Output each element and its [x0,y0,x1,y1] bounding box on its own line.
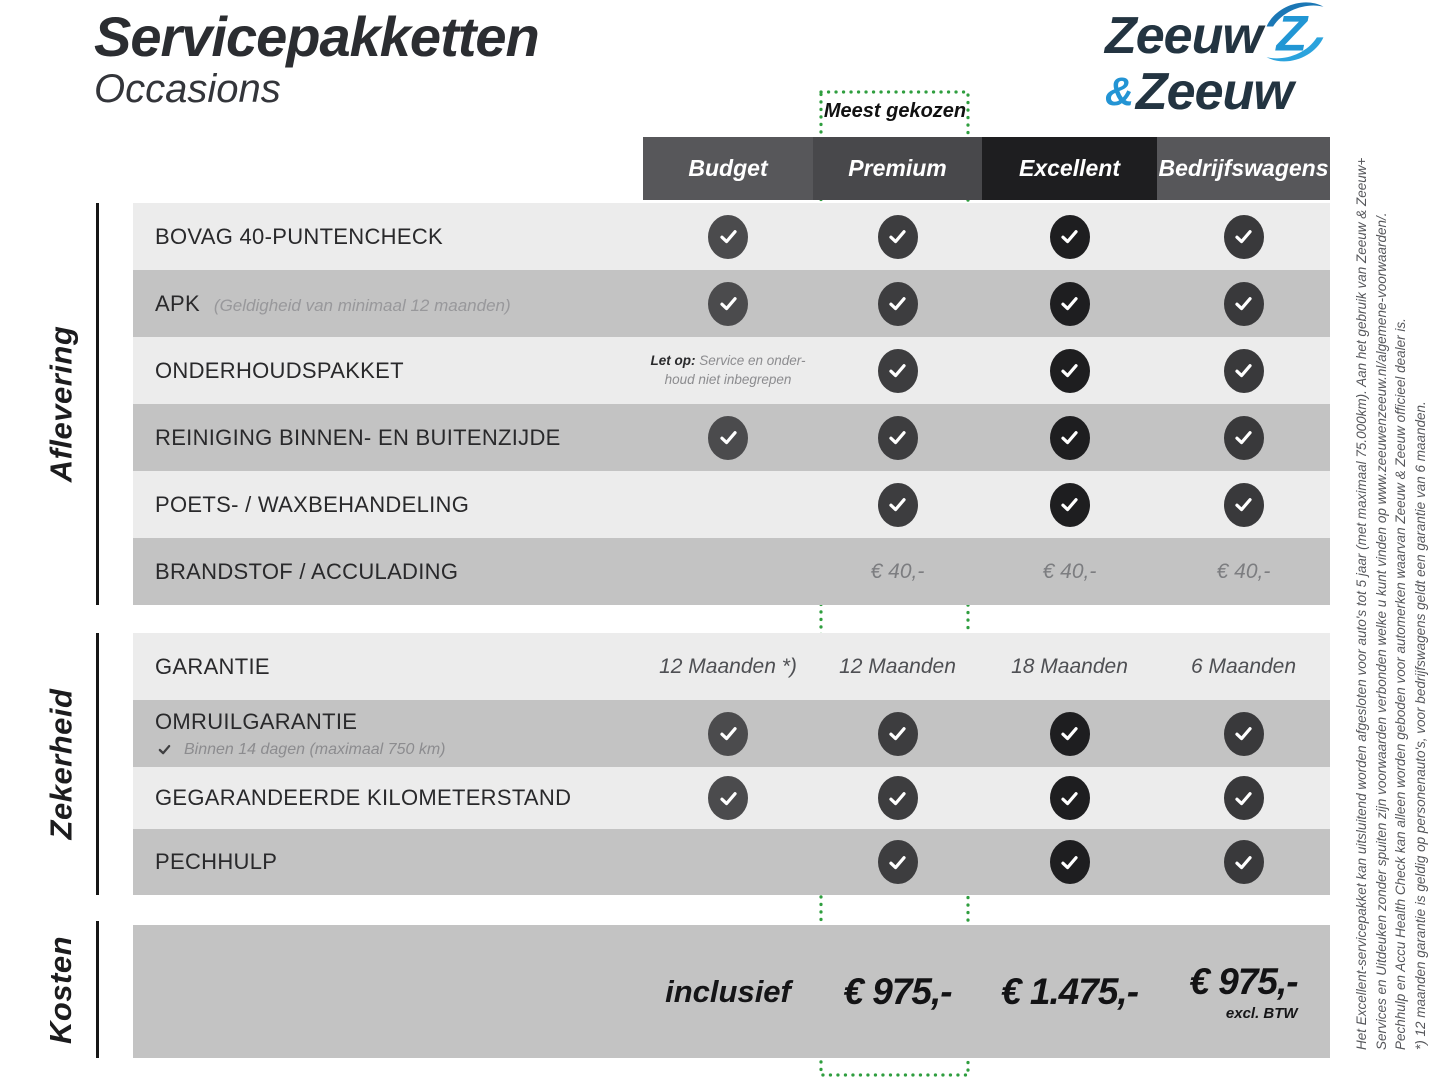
check-icon [878,349,918,393]
page-title: Servicepakketten [94,5,539,68]
section-label-text: Zekerheid [43,688,79,840]
kosten-row [133,925,1330,1058]
cell-value: € 40,- [1216,559,1271,583]
column-header-budget [643,137,813,200]
checkmark-glyph [887,360,908,381]
check-icon [878,215,918,259]
table-row [133,829,1330,895]
table-cell [1157,633,1330,700]
table-cell [982,203,1157,270]
cell-value: € 40,- [1042,559,1097,583]
table-row [133,767,1330,829]
check-icon [708,416,748,460]
section-label-zekerheid [30,633,92,895]
row-label-text: APK [155,290,200,316]
row-label-line [155,654,270,680]
table-cell [982,829,1157,895]
disclaimer-line: Services en Uitdeuken zonder spuiten zijn voorwaarden verbonden welke u kunt vinden op www.zeeuwenzeeuw.nl/algemene-voorwaarden/. [1373,212,1389,1050]
check-icon [878,282,918,326]
table-cell [982,538,1157,605]
section-label-aflevering [30,203,92,605]
row-label [155,633,270,700]
table-cell [813,203,982,270]
excl-btw-note: excl. BTW [1225,1005,1298,1022]
checkmark-glyph [718,723,739,744]
check-icon [708,712,748,756]
table-cell [982,337,1157,404]
section-divider-line [96,921,99,1058]
table-cell [1157,829,1330,895]
row-label-text: BRANDSTOF / ACCULADING [155,558,459,584]
table-row [133,337,1330,404]
disclaimer-line: Pechhulp en Accu Health Check kan alleen worden geboden voor automerken waarvan Zeeuw & Zeeuw officieel dealer is. [1393,318,1408,1050]
svg-text:Z: Z [1276,4,1307,62]
table-cell [1157,337,1330,404]
table-row [133,700,1330,767]
table-cell [813,829,982,895]
row-label-text: BOVAG 40-PUNTENCHECK [155,223,443,249]
check-icon [1224,349,1264,393]
row-label-line [155,849,277,875]
title-block [94,6,539,110]
table-cell [1157,767,1330,829]
check-icon [1224,712,1264,756]
checkmark-glyph [1059,226,1080,247]
row-label [155,203,443,270]
check-icon [878,840,918,884]
check-icon [878,483,918,527]
checkmark-glyph [1233,427,1254,448]
checkmark-glyph [887,788,908,809]
row-label-text: GARANTIE [155,653,270,679]
note-bold: Let op: [650,353,696,369]
table-cell [1157,270,1330,337]
row-label-text: GEGARANDEERDE KILOMETERSTAND [155,785,572,810]
row-label-line [155,224,443,250]
checkmark-glyph [887,723,908,744]
row-label [155,767,571,829]
checkmark-glyph [1233,852,1254,873]
cell-value: 6 Maanden [1190,654,1297,678]
table-cell [982,404,1157,471]
table-cell [643,538,813,605]
logo-line-2 [1105,64,1345,120]
check-icon [1050,215,1090,259]
check-icon [708,282,748,326]
table-row [133,203,1330,270]
check-icon [878,712,918,756]
row-label-line [155,559,458,585]
row-label-text: REINIGING BINNEN- EN BUITENZIJDE [155,424,561,450]
table-cell [982,700,1157,767]
disclaimer-line: Het Excellent-servicepakket kan uitsluitend worden afgesloten voor auto's tot 5 jaar (met maximaal 75.000km). Aan het gebruik van Zeeuw & Zeeuw+ [1354,157,1369,1050]
checkmark-glyph [887,226,908,247]
cell-value: 18 Maanden [1011,654,1128,678]
z-swoosh-icon [1260,0,1330,68]
check-icon [1050,282,1090,326]
row-label-text: OMRUILGARANTIE [155,708,358,734]
disclaimer-line: *) 12 maanden garantie is geldig op personenauto's, voor bedrijfswagens geldt een garantie van 6 maanden. [1412,401,1428,1050]
check-icon [1050,349,1090,393]
check-icon [1050,416,1090,460]
column-header-label: Excellent [1019,155,1120,181]
checkmark-glyph [1233,723,1254,744]
checkmark-glyph [1059,723,1080,744]
kosten-bedrijfswagens-value: € 975,- [1189,961,1298,1002]
checkmark-glyph [887,494,908,515]
row-label [155,270,511,337]
checkmark-glyph [718,226,739,247]
row-label [155,471,469,538]
table-row [133,633,1330,700]
note-line: Service en onder- [699,353,806,369]
check-icon [1050,840,1090,884]
logo-ampersand: & [1105,70,1134,114]
logo-word-2: Zeeuw [1135,63,1293,121]
check-icon [708,776,748,820]
kosten-premium-cell [813,925,982,1058]
table-cell [643,633,813,700]
checkmark-glyph [1233,360,1254,381]
legal-disclaimer [1352,134,1430,1050]
section-label-text: Kosten [43,935,79,1044]
section-divider-line [96,203,99,605]
row-label-line [155,291,511,317]
column-header-premium [813,137,982,200]
table-row [133,538,1330,605]
row-subline [155,741,445,759]
table-cell [982,270,1157,337]
kosten-budget-cell [643,925,813,1058]
table-cell [982,471,1157,538]
table-cell [813,471,982,538]
table-cell [1157,700,1330,767]
most-chosen-badge: Meest gekozen [823,100,967,122]
column-header-bedrijfswagens [1157,137,1330,200]
table-cell [813,538,982,605]
row-label-text: ONDERHOUDSPAKKET [155,357,404,383]
small-check-icon [157,742,172,757]
table-cell [1157,404,1330,471]
checkmark-glyph [1233,293,1254,314]
column-header-label: Premium [848,155,947,181]
section-divider-line [96,633,99,895]
table-cell [982,633,1157,700]
kosten-premium-value: € 975,- [843,970,952,1012]
note-text [650,352,805,388]
checkmark-glyph [718,293,739,314]
row-label-line [155,709,445,735]
check-icon [1224,840,1264,884]
check-icon [1224,483,1264,527]
row-label-text: POETS- / WAXBEHANDELING [155,491,470,517]
zeeuw-logo [1105,4,1345,121]
row-label-line [155,492,469,518]
checkmark-glyph [1233,788,1254,809]
table-cell [813,270,982,337]
column-header-excellent [982,137,1157,200]
page-subtitle: Occasions [94,66,281,111]
row-label [155,829,277,895]
check-icon [708,215,748,259]
column-header-label: Bedrijfswagens [1158,155,1329,181]
cell-value: 12 Maanden [839,654,956,678]
checkmark-glyph [1059,788,1080,809]
checkmark-glyph [1059,494,1080,515]
checkmark-glyph [1059,852,1080,873]
checkmark-glyph [887,427,908,448]
table-cell [643,203,813,270]
note-line: houd niet inbegrepen [664,371,792,387]
row-label-line [155,785,571,811]
checkmark-glyph [1233,494,1254,515]
cell-value: € 40,- [870,559,925,583]
check-icon [878,416,918,460]
table-row [133,404,1330,471]
table-cell [1157,203,1330,270]
checkmark-glyph [1233,226,1254,247]
section-label-kosten [30,921,92,1058]
row-label [155,700,445,767]
row-label [155,337,404,404]
table-cell [813,404,982,471]
check-icon [1224,282,1264,326]
checkmark-glyph [1059,293,1080,314]
check-icon [1050,776,1090,820]
cell-value: 12 Maanden *) [659,654,797,678]
table-cell [813,700,982,767]
row-sublabel: Binnen 14 dagen (maximaal 750 km) [184,740,446,758]
table-row [133,270,1330,337]
check-icon [1224,215,1264,259]
table-cell [643,270,813,337]
table-cell [643,829,813,895]
checkmark-glyph [1059,360,1080,381]
table-cell [1157,471,1330,538]
checkmark-glyph [1059,427,1080,448]
kosten-excellent-cell [982,925,1157,1058]
table-cell [643,337,813,404]
table-cell [813,633,982,700]
kosten-budget-value: inclusief [665,973,791,1009]
row-label-text: PECHHULP [155,849,278,874]
check-icon [1224,416,1264,460]
logo-line-1 [1105,4,1345,65]
table-cell [643,767,813,829]
column-header-label: Budget [688,155,768,181]
row-label-line [155,358,404,384]
row-sublabel: (Geldigheid van minimaal 12 maanden) [213,295,511,315]
table-cell [813,767,982,829]
table-cell [643,471,813,538]
table-cell [813,337,982,404]
check-icon [878,776,918,820]
kosten-excellent-value: € 1.475,- [1000,970,1139,1012]
check-icon [1050,712,1090,756]
table-cell [1157,538,1330,605]
checkmark-glyph [887,852,908,873]
section-label-text: Aflevering [43,325,79,483]
table-cell [982,767,1157,829]
check-icon [1050,483,1090,527]
checkmark-glyph [887,293,908,314]
logo-word-1: Zeeuw [1105,7,1262,65]
table-row [133,471,1330,538]
row-label [155,538,458,605]
table-cell [643,700,813,767]
checkmark-glyph [718,427,739,448]
row-label-line [155,425,561,451]
kosten-bedrijfswagens-cell [1157,925,1330,1058]
row-label [155,404,561,471]
table-cell [643,404,813,471]
check-icon [1224,776,1264,820]
checkmark-glyph [718,788,739,809]
